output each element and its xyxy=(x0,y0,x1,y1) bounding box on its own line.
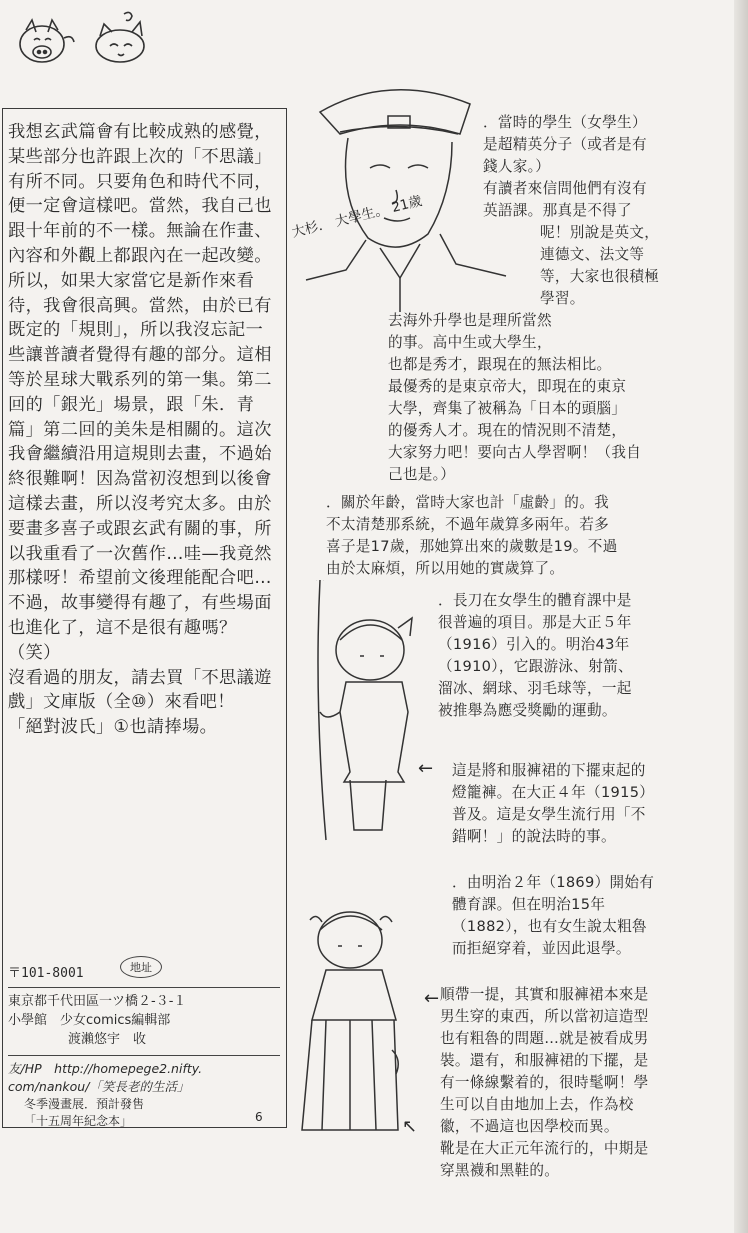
page-mark: 6 xyxy=(255,1110,263,1124)
homepage-line-1: 友/HP http://homepege2.nifty. xyxy=(8,1061,203,1076)
pig-doodle-icon xyxy=(20,20,74,62)
student-label: 大杉． 大學生。 21歲 xyxy=(290,193,424,241)
note-age-system: ．關於年齡，當時大家也計「虛齡」的。我 不太清楚那系統，不過年歲算多兩年。若多 喜子是17歲，那她算出來的歲數是19。不過 由於太麻煩，所以用她的實歲算了。 xyxy=(326,494,618,577)
postal-code: 〒101-8001 xyxy=(8,966,84,981)
divider xyxy=(8,1055,280,1056)
student-sketch xyxy=(300,72,510,312)
address-line-3: 渡瀨悠宇 收 xyxy=(68,1032,147,1047)
promo-line-2: 「十五周年紀念本」 xyxy=(24,1114,133,1128)
note-languages: 呢！別說是英文， 連德文、法文等 等，大家也很積極 學習。 xyxy=(540,224,660,307)
divider xyxy=(8,987,280,988)
note-pe-history: ．由明治２年（1869）開始有 體育課。但在明治15年 （1882），也有女生說太粗魯 而拒絕穿着，並因此退學。 xyxy=(452,874,655,957)
address-line-1: 東京都千代田區一ツ橋２-３-１ xyxy=(8,994,187,1009)
hakama-girl-sketch xyxy=(296,900,416,1150)
homepage-line-2: com/nankou/「笑長老的生活」 xyxy=(8,1079,190,1094)
naginata-girl-sketch xyxy=(300,580,420,850)
cat-doodle-icon xyxy=(96,12,144,62)
arrow-left-icon: ↖ xyxy=(402,1116,418,1137)
note-tokyo-university: 去海外升學也是理所當然 的事。高中生或大學生， 也都是秀才，跟現在的無法相比。 最優秀的是東京帝大，即現在的東京 大學，齊集了被稱為「日本的頭腦」 的優秀人才。現在的情況則不清楚， 大家努力吧！要向古人學習啊！（我自 己也是。） xyxy=(388,312,642,483)
note-naginata: ．長刀在女學生的體育課中是 很普遍的項目。那是大正５年 （1916）引入的。明治43年 （1910），它跟游泳、射箭、 溜冰、網球、羽毛球等，一起 被推舉為應受獎勵的運動。 xyxy=(438,592,633,719)
address-line-2: 小學館 少女comics編輯部 xyxy=(8,1013,171,1028)
note-lantern-pants: 這是將和服褲裙的下擺束起的 燈籠褲。在大正４年（1915） 普及。這是女學生流行用「不 錯啊！」的說法時的事。 xyxy=(452,762,655,845)
corner-doodles xyxy=(14,8,154,70)
arrow-left-icon: ← xyxy=(424,988,440,1009)
promo-line-1: 冬季漫畫展．預計發售 xyxy=(24,1097,145,1111)
address-block xyxy=(8,962,278,1130)
author-note-text: 我想玄武篇會有比較成熟的感覺，某些部分也許跟上次的「不思議」有所不同。只要角色和時代不同，便一定會這樣吧。當然，我自己也跟十年前的不一樣。無論在作畫、內容和外觀上都跟內在一起改變。所以，如果大家當它是新作來看待，我會很高興。當然，由於已有既定的「規則」，所以我沒忘記一些讓普讀者覺得有趣的部分。這相等於星球大戰系列的第一集。第二回的「銀光」場景，跟「朱．青篇」第二回的美朱是相關的。這次我會繼續沿用這規則去畫，不過始終很難啊！因為當初沒想到以後會這樣去畫，所以沒考究太多。由於要畫多喜子或跟玄武有關的事，所以我重看了一次舊作…哇—我竟然那樣呀！希望前文後理能配合吧…不過，故事變得有趣了，有些場面也進化了，這不是很有趣嗎？（笑） 沒看過的朋友，請去買「不思議遊戲」文庫版（全⑩）來看吧！ 「絕對波氏」①也請捧場。 xyxy=(8,122,272,738)
address-tag: 地址 xyxy=(120,956,162,978)
note-elite-students: ．當時的學生（女學生） 是超精英分子（或者是有 錢人家。） 有讀者來信問他們有沒有 英語課。那真是不得了 xyxy=(483,114,647,219)
arrow-left-icon: ← xyxy=(418,758,434,779)
note-hakama-origin: 順帶一提，其實和服褲裙本來是 男生穿的東西，所以當初這造型 也有粗魯的問題…就是被看成男 裝。還有，和服褲裙的下擺，是 有一條線繫着的，很時髦啊！學 生可以自由地加上去，作為校 徽，不過這也因學校而異。 靴是在大正元年流行的，中期是 穿黑襪和黑鞋的。 xyxy=(440,986,649,1179)
